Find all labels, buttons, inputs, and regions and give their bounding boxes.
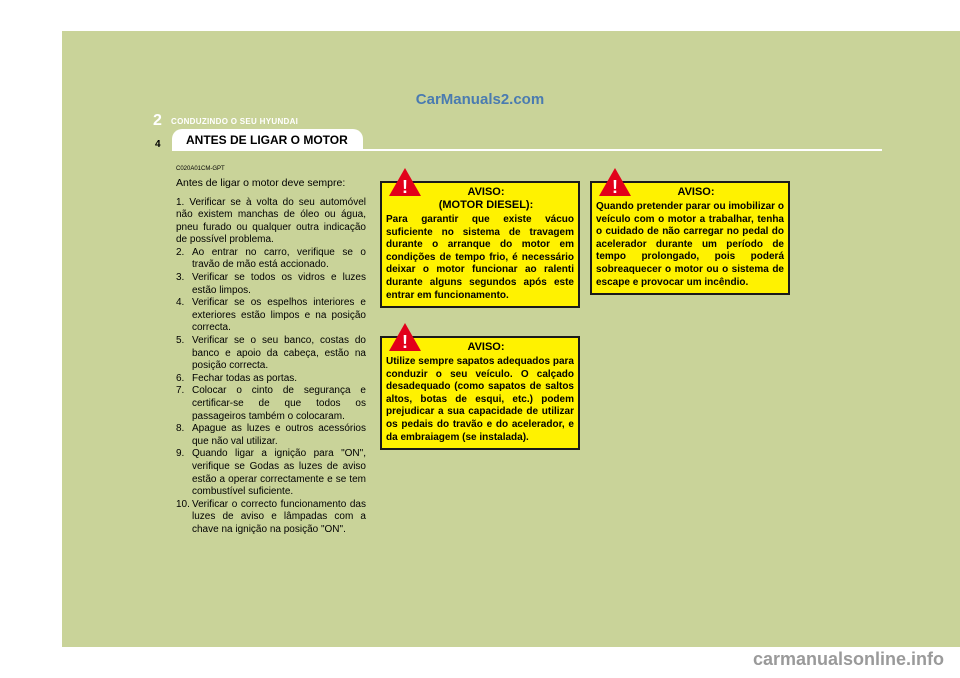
warning-box-footwear (380, 332, 580, 450)
warning-body: Quando pretender parar ou imobilizar o veículo com o motor a trabalhar, tenha o cuidado de não carregar no pedal do acelerador durante um período de tempo prolongado, pois poderá sobreaquecer o motor ou o sistema de escape e provocar um incêndio. (596, 201, 784, 288)
watermark-bottom[interactable]: carmanualsonline.info (752, 649, 944, 669)
chapter-title: CONDUZINDO O SEU HYUNDAI (171, 117, 299, 126)
checklist (176, 197, 366, 537)
warning-title: AVISO: (677, 186, 715, 198)
step-text: Fechar todas as portas. (192, 372, 298, 384)
list-item (176, 297, 366, 335)
section-title: ANTES DE LIGAR O MOTOR (172, 129, 363, 150)
watermark-top[interactable]: CarManuals2.com (415, 91, 545, 108)
step-number: 2. (176, 246, 185, 258)
step-number: 8. (176, 423, 185, 435)
warning-symbol: ! (402, 332, 408, 352)
page-number: 4 (155, 139, 161, 150)
list-item (176, 448, 366, 498)
step-number: 9. (176, 448, 185, 460)
chapter-number: 2 (153, 112, 162, 129)
warning-subtitle: (MOTOR DIESEL): (438, 199, 534, 211)
list-item (176, 247, 366, 272)
warning-title: AVISO: (467, 186, 505, 198)
warning-title: AVISO: (467, 341, 505, 353)
step-number: 3. (176, 272, 185, 284)
warning-symbol: ! (402, 177, 408, 197)
warning-box-idling (590, 177, 790, 295)
step-text: Colocar o cinto de segurança e certificar-se de que todos os passageiros também o colocaram. (192, 385, 366, 422)
step-text: Verificar se os espelhos interiores e exteriores estão limpos e na posição correcta. (192, 297, 366, 334)
step-text: Verificar se o seu banco, costas do banco e apoio da cabeça, estão na posição correcta. (192, 335, 366, 372)
step-text: Ao entrar no carro, verifique se o travão de mão está accionado. (192, 246, 366, 271)
warning-triangle-icon (388, 322, 422, 352)
warning-box-diesel (380, 177, 580, 308)
step-number: 1. (176, 196, 185, 208)
section-divider (172, 149, 882, 151)
step-number: 5. (176, 335, 185, 347)
step-text: Verificar o correcto funcionamento das luzes de aviso e lâmpadas com a chave na ignição na posição "ON". (192, 498, 366, 535)
list-item (176, 335, 366, 373)
intro-text: Antes de ligar o motor deve sempre: (176, 177, 346, 189)
section-code: C020A01CM-GPT (176, 166, 225, 172)
step-text: Apague as luzes e outros acessórios que não val utilizar. (192, 423, 366, 447)
list-item (176, 197, 366, 247)
warning-body: Para garantir que existe vácuo suficiente no sistema de travagem durante o arranque do motor em condições de tempo frio, é necessário deixar o motor funcionar ao ralenti durante alguns segundos após este entrar em funcionamento. (386, 214, 574, 301)
warning-triangle-icon (388, 167, 422, 197)
list-item (176, 373, 366, 386)
left-column (176, 166, 366, 537)
list-item (176, 272, 366, 297)
warning-triangle-icon (598, 167, 632, 197)
step-text: Quando ligar a ignição para "ON", verifique se Godas as luzes de aviso estão a operar correctamente e se tem combustível suficiente. (192, 448, 366, 498)
list-item (176, 499, 366, 537)
step-number: 7. (176, 385, 185, 397)
warning-body: Utilize sempre sapatos adequados para conduzir o seu veículo. O calçado desadequado (como sapatos de saltos altos, botas de esqui, etc.) podem prejudicar a sua capacidade de utilizar os pedais do travão e do acelerador, e da embraiagem (se instalada). (386, 356, 574, 443)
step-number: 10. (176, 498, 190, 510)
step-text: Verificar se todos os vidros e luzes estão limpos. (192, 272, 366, 296)
list-item (176, 423, 366, 448)
step-text: Verificar se à volta do seu automóvel não existem manchas de óleo ou água, pneu furado ou qualquer outra indicação de possível problema. (176, 196, 366, 246)
step-number: 4. (176, 297, 185, 309)
list-item (176, 385, 366, 423)
warning-symbol: ! (612, 177, 618, 197)
step-number: 6. (176, 372, 185, 384)
